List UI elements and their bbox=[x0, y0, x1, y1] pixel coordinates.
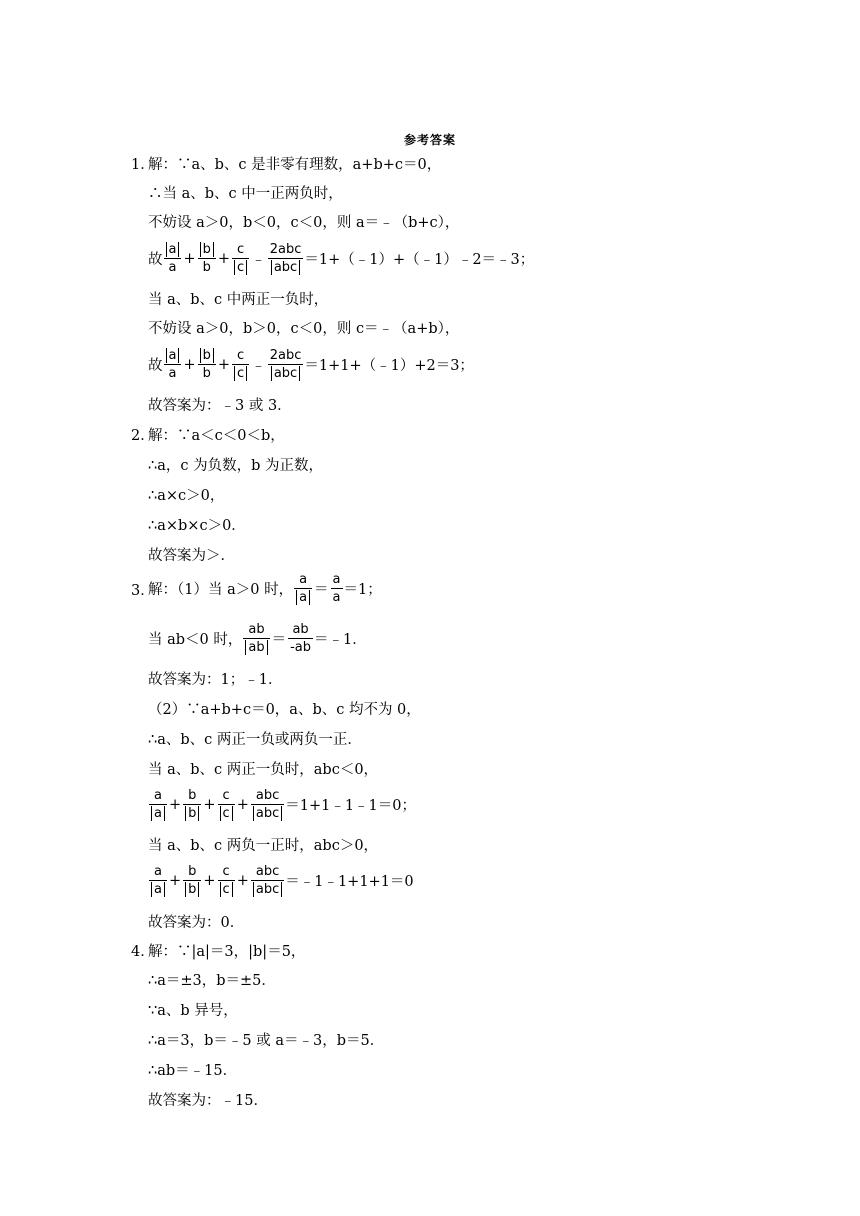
q1-equation-2: 故 $\frac{a}{a}$ + $\frac{b}{b}$ + $\frac{c}{c}$ ﹣ $\frac{\text{2abc}}{\text{abc}}$ ＝1+1+（﹣1）+2＝3； bbox=[148, 348, 474, 381]
q4-line-3: ∵a、b 异号， bbox=[148, 1003, 238, 1019]
q2-line-1: 解：∵a＜c＜0＜b， bbox=[148, 428, 285, 444]
fraction: $\frac{ab}{ab}$ bbox=[243, 622, 269, 655]
fraction: $\frac{a}{a}$ bbox=[294, 572, 312, 605]
fraction: $\frac{ab}{-ab}$ bbox=[290, 622, 312, 655]
q1-equation-1: 故 $\frac{a}{a}$ + $\frac{b}{b}$ + $\frac{c}{c}$ ﹣ $\frac{\text{2abc}}{\text{abc}}$ ＝1+（﹣1）+（﹣1）﹣2＝﹣3； bbox=[148, 242, 535, 275]
q2-line-5: 故答案为＞． bbox=[148, 548, 235, 564]
q3-equation-4: $\frac{a}{a}$ + $\frac{b}{b}$ + $\frac{c}{c}$ + $\frac{\text{abc}}{\text{abc}}$ ＝﹣1﹣1+1+1＝0 bbox=[148, 864, 414, 897]
fraction: $\frac{\text{2abc}}{\text{abc}}$ bbox=[269, 242, 302, 275]
q3-equation-3: $\frac{a}{a}$ + $\frac{b}{b}$ + $\frac{c}{c}$ + $\frac{\text{abc}}{\text{abc}}$ ＝1+1﹣1﹣1＝0； bbox=[148, 788, 416, 821]
q1-number: 1． bbox=[131, 157, 155, 173]
q4-line-6: 故答案为：﹣15． bbox=[148, 1093, 268, 1109]
q3-line-5: 当 a、b、c 两负一正时，abc＞0， bbox=[148, 838, 379, 854]
q4-line-4: ∴a＝3，b＝﹣5 或 a＝﹣3，b＝5． bbox=[148, 1033, 385, 1049]
fraction: $\frac{b}{b}$ bbox=[198, 348, 216, 381]
q3-line-4: 当 a、b、c 两正一负时，abc＜0， bbox=[148, 762, 379, 778]
fraction: $\frac{a}{a}$ bbox=[149, 788, 167, 821]
q1-line-3: 不妨设 a＞0，b＜0，c＜0，则 a＝﹣（b+c）， bbox=[148, 215, 460, 231]
fraction: $\frac{\text{2abc}}{\text{abc}}$ bbox=[269, 348, 302, 381]
eq-result: ＝﹣1． bbox=[314, 632, 367, 648]
eq-prefix: 解：（1）当 a＞0 时， bbox=[148, 582, 294, 598]
q3-equation-1: 解：（1）当 a＞0 时， $\frac{a}{a}$ ＝ $\frac{a}{a}$ ＝1； bbox=[148, 572, 382, 605]
q1-line-5: 不妨设 a＞0，b＞0，c＜0，则 c＝﹣（a+b）， bbox=[148, 321, 460, 337]
q3-line-1: 故答案为：1；﹣1． bbox=[148, 672, 283, 688]
eq-result: ＝1； bbox=[343, 582, 382, 598]
q3-line-2: （2）∵a+b+c＝0，a、b、c 均不为 0， bbox=[148, 702, 421, 718]
q3-equation-2: 当 ab＜0 时， $\frac{ab}{ab}$ ＝ $\frac{ab}{-ab}$ ＝﹣1． bbox=[148, 622, 367, 655]
fraction: $\frac{c}{c}$ bbox=[232, 348, 249, 381]
fraction: $\frac{b}{b}$ bbox=[183, 788, 201, 821]
fraction: $\frac{\text{abc}}{\text{abc}}$ bbox=[251, 788, 284, 821]
q1-line-6: 故答案为：﹣3 或 3． bbox=[148, 398, 292, 414]
eq-prefix: 故 bbox=[148, 358, 163, 374]
q1-line-2: ∴当 a、b、c 中一正两负时， bbox=[148, 186, 343, 202]
fraction: $\frac{a}{a}$ bbox=[164, 242, 182, 275]
eq-result: ＝1+1﹣1﹣1＝0； bbox=[285, 798, 417, 814]
q4-line-5: ∴ab＝﹣15． bbox=[148, 1063, 238, 1079]
eq-result: ＝1+1+（﹣1）+2＝3； bbox=[304, 358, 474, 374]
q3-number: 3． bbox=[131, 583, 155, 599]
fraction: $\frac{\text{abc}}{\text{abc}}$ bbox=[251, 864, 284, 897]
fraction: $\frac{a}{a}$ bbox=[149, 864, 167, 897]
eq-result: ＝1+（﹣1）+（﹣1）﹣2＝﹣3； bbox=[304, 252, 535, 268]
q2-number: 2． bbox=[131, 428, 155, 444]
eq-prefix: 故 bbox=[148, 252, 163, 268]
fraction: $\frac{c}{c}$ bbox=[218, 788, 235, 821]
eq-prefix: 当 ab＜0 时， bbox=[148, 632, 243, 648]
q4-line-2: ∴a＝±3，b＝±5． bbox=[148, 973, 276, 989]
fraction: $\frac{a}{a}$ bbox=[164, 348, 182, 381]
eq-result: ＝﹣1﹣1+1+1＝0 bbox=[285, 874, 414, 890]
fraction: $\frac{b}{b}$ bbox=[183, 864, 201, 897]
q2-line-2: ∴a，c 为负数，b 为正数， bbox=[148, 458, 323, 474]
q4-number: 4． bbox=[131, 944, 155, 960]
fraction: $\frac{a}{a}$ bbox=[332, 572, 341, 605]
q1-line-4: 当 a、b、c 中两正一负时， bbox=[148, 292, 329, 308]
fraction: $\frac{b}{b}$ bbox=[198, 242, 216, 275]
q3-line-3: ∴a、b、c 两正一负或两负一正． bbox=[148, 732, 362, 748]
q2-line-4: ∴a×b×c＞0． bbox=[148, 518, 246, 534]
q1-line-1: 解：∵a、b、c 是非零有理数，a+b+c＝0， bbox=[148, 157, 442, 173]
page-title: 参考答案 bbox=[403, 133, 456, 147]
q4-line-1: 解：∵|a|＝3，|b|＝5， bbox=[148, 944, 306, 960]
q2-line-3: ∴a×c＞0， bbox=[148, 488, 225, 504]
q3-line-6: 故答案为：0． bbox=[148, 915, 245, 931]
fraction: $\frac{c}{c}$ bbox=[232, 242, 249, 275]
fraction: $\frac{c}{c}$ bbox=[218, 864, 235, 897]
